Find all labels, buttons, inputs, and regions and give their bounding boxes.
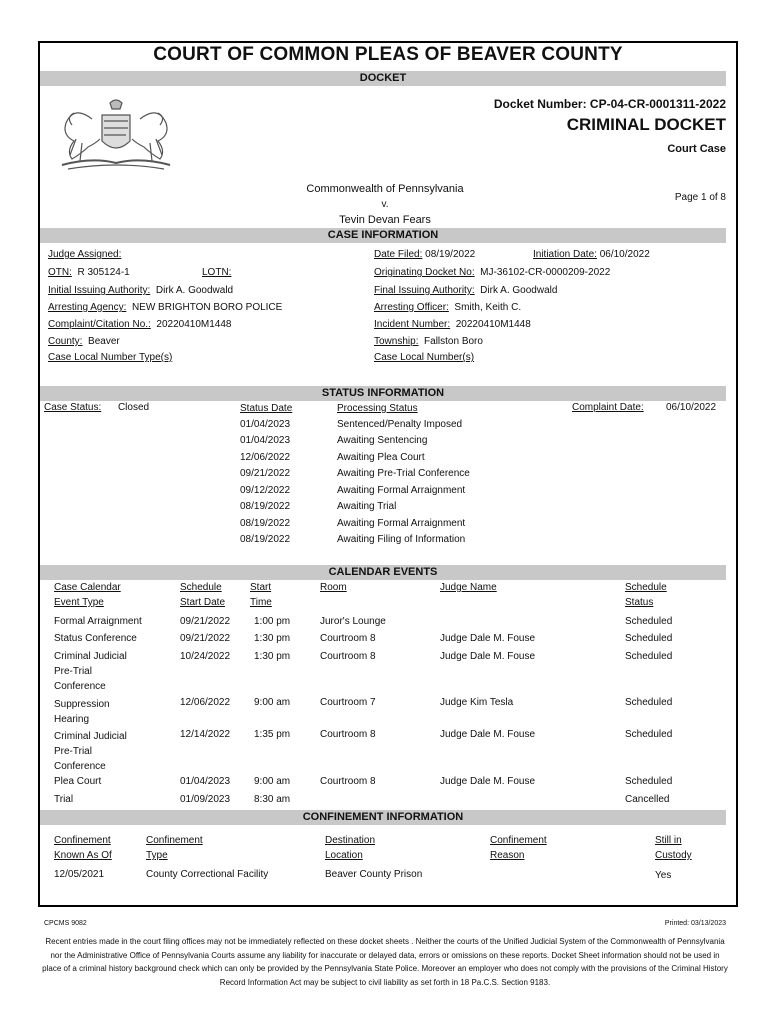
date-filed-field <box>374 249 475 260</box>
status-date: 09/21/2022 <box>240 468 291 479</box>
status-text: Awaiting Trial <box>337 501 397 512</box>
status-text: Awaiting Formal Arraignment <box>337 485 466 496</box>
event-room: Courtroom 8 <box>320 729 376 740</box>
event-type: Plea Court <box>54 776 102 787</box>
confinement-bar: CONFINEMENT INFORMATION <box>40 810 726 825</box>
event-room: Courtroom 8 <box>320 776 376 787</box>
complaint-date-label: Complaint Date: <box>572 402 644 413</box>
event-type: Suppression <box>54 699 110 710</box>
status-text: Awaiting Plea Court <box>337 452 425 463</box>
status-text: Awaiting Pre-Trial Conference <box>337 468 470 479</box>
event-type: Formal Arraignment <box>54 616 142 627</box>
agency-value: NEW BRIGHTON BORO POLICE <box>131 302 283 313</box>
status-date: 08/19/2022 <box>240 534 291 545</box>
col-destination-1: Destination <box>325 835 376 846</box>
col-custody-1: Still in <box>655 835 682 846</box>
event-type: Status Conference <box>54 633 137 644</box>
judge-label: Judge Assigned: <box>48 249 122 260</box>
township-value: Fallston Boro <box>424 336 483 347</box>
initial-auth-value: Dirk A. Goodwald <box>155 285 234 296</box>
caption-versus: v. <box>381 199 389 210</box>
col-destination-2: Location <box>325 850 363 861</box>
status-info-bar: STATUS INFORMATION <box>40 386 726 401</box>
date-filed-value: 08/19/2022 <box>425 249 476 260</box>
officer-field <box>374 302 521 313</box>
event-date: 09/21/2022 <box>180 633 231 644</box>
case-status-label: Case Status: <box>44 402 102 413</box>
event-status: Scheduled <box>625 633 673 644</box>
status-text: Awaiting Sentencing <box>337 435 428 446</box>
status-date: 12/06/2022 <box>240 452 291 463</box>
agency-field <box>48 302 282 313</box>
event-type: Hearing <box>54 714 90 725</box>
event-time: 9:00 am <box>254 697 291 708</box>
col-known-as-of-2: Known As Of <box>54 850 112 861</box>
event-date: 12/06/2022 <box>180 697 231 708</box>
event-date: 09/21/2022 <box>180 616 231 627</box>
event-date: 01/04/2023 <box>180 776 231 787</box>
col-reason-2: Reason <box>490 850 525 861</box>
event-status: Scheduled <box>625 616 673 627</box>
calendar-bar: CALENDAR EVENTS <box>40 565 726 580</box>
event-type: Pre-Trial <box>54 746 92 757</box>
officer-label: Arresting Officer: <box>374 302 449 313</box>
case-kind: Court Case <box>667 143 726 155</box>
otn-label: OTN: <box>48 267 72 278</box>
col-start-time-1: Start <box>250 582 272 593</box>
caption-defendant: Tevin Devan Fears <box>339 214 431 226</box>
col-reason-1: Confinement <box>490 835 547 846</box>
col-judge: Judge Name <box>440 582 497 593</box>
otn-field <box>48 267 130 278</box>
initiation-label: Initiation Date: <box>533 249 597 260</box>
event-judge: Judge Dale M. Fouse <box>440 776 536 787</box>
col-type-1: Confinement <box>146 835 203 846</box>
status-text: Sentenced/Penalty Imposed <box>337 419 463 430</box>
docket-number: Docket Number: CP-04-CR-0001311-2022 <box>493 97 726 111</box>
status-text: Awaiting Formal Arraignment <box>337 518 466 529</box>
event-date: 12/14/2022 <box>180 729 231 740</box>
coat-of-arms-icon <box>52 95 180 173</box>
status-date: 01/04/2023 <box>240 419 291 430</box>
event-type: Pre-Trial <box>54 666 92 677</box>
processing-status-header: Processing Status <box>337 403 418 414</box>
local-type-label: Case Local Number Type(s) <box>48 352 173 363</box>
orig-docket-label: Originating Docket No: <box>374 267 475 278</box>
event-room: Courtroom 8 <box>320 633 376 644</box>
status-date: 09/12/2022 <box>240 485 291 496</box>
local-number-label: Case Local Number(s) <box>374 352 475 363</box>
event-type: Trial <box>54 794 74 805</box>
col-known-as-of-1: Confinement <box>54 835 111 846</box>
event-status: Scheduled <box>625 729 673 740</box>
event-time: 1:35 pm <box>254 729 291 740</box>
col-start-date-1: Schedule <box>180 582 222 593</box>
county-value: Beaver <box>88 336 120 347</box>
initiation-field <box>533 249 650 260</box>
page-number: Page 1 of 8 <box>674 192 726 203</box>
status-date: 01/04/2023 <box>240 435 291 446</box>
initial-auth-label: Initial Issuing Authority: <box>48 285 151 296</box>
docket-type: CRIMINAL DOCKET <box>566 115 726 134</box>
otn-value: R 305124-1 <box>77 267 130 278</box>
status-date: 08/19/2022 <box>240 501 291 512</box>
incident-label: Incident Number: <box>374 319 451 330</box>
col-custody-2: Custody <box>655 850 692 861</box>
event-time: 1:30 pm <box>254 651 291 662</box>
event-date: 01/09/2023 <box>180 794 231 805</box>
event-type: Conference <box>54 681 106 692</box>
case-status-field <box>44 402 149 413</box>
officer-value: Smith, Keith C. <box>454 302 522 313</box>
docket-bar: DOCKET <box>40 71 726 86</box>
final-auth-value: Dirk A. Goodwald <box>480 285 558 296</box>
event-type: Criminal Judicial <box>54 651 127 662</box>
complaint-value: 20220410M1448 <box>156 319 232 330</box>
final-auth-field <box>374 285 557 296</box>
confinement-date: 12/05/2021 <box>54 869 105 880</box>
status-date: 08/19/2022 <box>240 518 291 529</box>
event-type: Conference <box>54 761 106 772</box>
county-field <box>48 336 120 347</box>
court-title: COURT OF COMMON PLEAS OF BEAVER COUNTY <box>153 44 623 65</box>
event-judge: Judge Dale M. Fouse <box>440 651 536 662</box>
printed-date: Printed: 03/13/2023 <box>664 920 726 927</box>
event-judge: Judge Kim Tesla <box>440 697 514 708</box>
event-room: Juror's Lounge <box>320 616 386 627</box>
col-room: Room <box>320 582 347 593</box>
incident-field <box>374 319 531 330</box>
case-status-value: Closed <box>117 402 150 413</box>
disclaimer: Recent entries made in the court filing offices may not be immediately reflected on these docket sheets . Neither the courts of the Unified Judicial System of the Commonwealth of Pennsylvania nor the Administrative Office of Pennsylvania Courts assume any liability for inaccurate or delayed data, errors or omissions on these reports. Docket Sheet information should not be used in place of a criminal history background check which can only be provided by the Pennsylvania State Police. Moreover an employer who does not comply with the provisions of the Criminal History Record Information Act may be subject to civil liability as set forth in 18 Pa.C.S. Section 9183. <box>42 937 728 987</box>
initial-auth-field <box>48 285 233 296</box>
event-time: 1:30 pm <box>254 633 291 644</box>
confinement-custody: Yes <box>655 870 672 881</box>
date-filed-label: Date Filed: <box>374 249 423 260</box>
form-id: CPCMS 9082 <box>44 920 87 927</box>
initiation-value: 06/10/2022 <box>599 249 650 260</box>
county-label: County: <box>48 336 83 347</box>
orig-docket-value: MJ-36102-CR-0000209-2022 <box>480 267 611 278</box>
col-start-time-2: Time <box>250 597 272 608</box>
col-event-type-2: Event Type <box>54 597 104 608</box>
orig-docket-field <box>374 267 610 278</box>
final-auth-label: Final Issuing Authority: <box>374 285 475 296</box>
event-judge: Judge Dale M. Fouse <box>440 633 536 644</box>
event-room: Courtroom 7 <box>320 697 376 708</box>
complaint-label: Complaint/Citation No.: <box>48 319 151 330</box>
event-status: Cancelled <box>625 794 670 805</box>
event-time: 1:00 pm <box>254 616 291 627</box>
event-room: Courtroom 8 <box>320 651 376 662</box>
case-info-bar: CASE INFORMATION <box>40 228 726 243</box>
col-start-date-2: Start Date <box>180 597 226 608</box>
status-date-header: Status Date <box>240 403 293 414</box>
col-event-type-1: Case Calendar <box>54 582 121 593</box>
caption-plaintiff: Commonwealth of Pennsylvania <box>306 183 464 195</box>
complaint-date-value: 06/10/2022 <box>666 402 717 413</box>
township-field <box>374 336 483 347</box>
event-judge: Judge Dale M. Fouse <box>440 729 536 740</box>
status-text: Awaiting Filing of Information <box>337 534 466 545</box>
event-type: Criminal Judicial <box>54 731 127 742</box>
incident-value: 20220410M1448 <box>455 319 531 330</box>
confinement-type: County Correctional Facility <box>146 869 269 880</box>
event-status: Scheduled <box>625 697 673 708</box>
lotn-label: LOTN: <box>202 267 232 278</box>
col-type-2: Type <box>146 850 168 861</box>
event-status: Scheduled <box>625 776 673 787</box>
event-status: Scheduled <box>625 651 673 662</box>
township-label: Township: <box>374 336 419 347</box>
event-time: 9:00 am <box>254 776 291 787</box>
agency-label: Arresting Agency: <box>48 302 127 313</box>
confinement-destination: Beaver County Prison <box>325 869 423 880</box>
col-status-2: Status <box>625 597 654 608</box>
col-status-1: Schedule <box>625 582 667 593</box>
event-time: 8:30 am <box>254 794 291 805</box>
complaint-field <box>48 319 231 330</box>
event-date: 10/24/2022 <box>180 651 231 662</box>
